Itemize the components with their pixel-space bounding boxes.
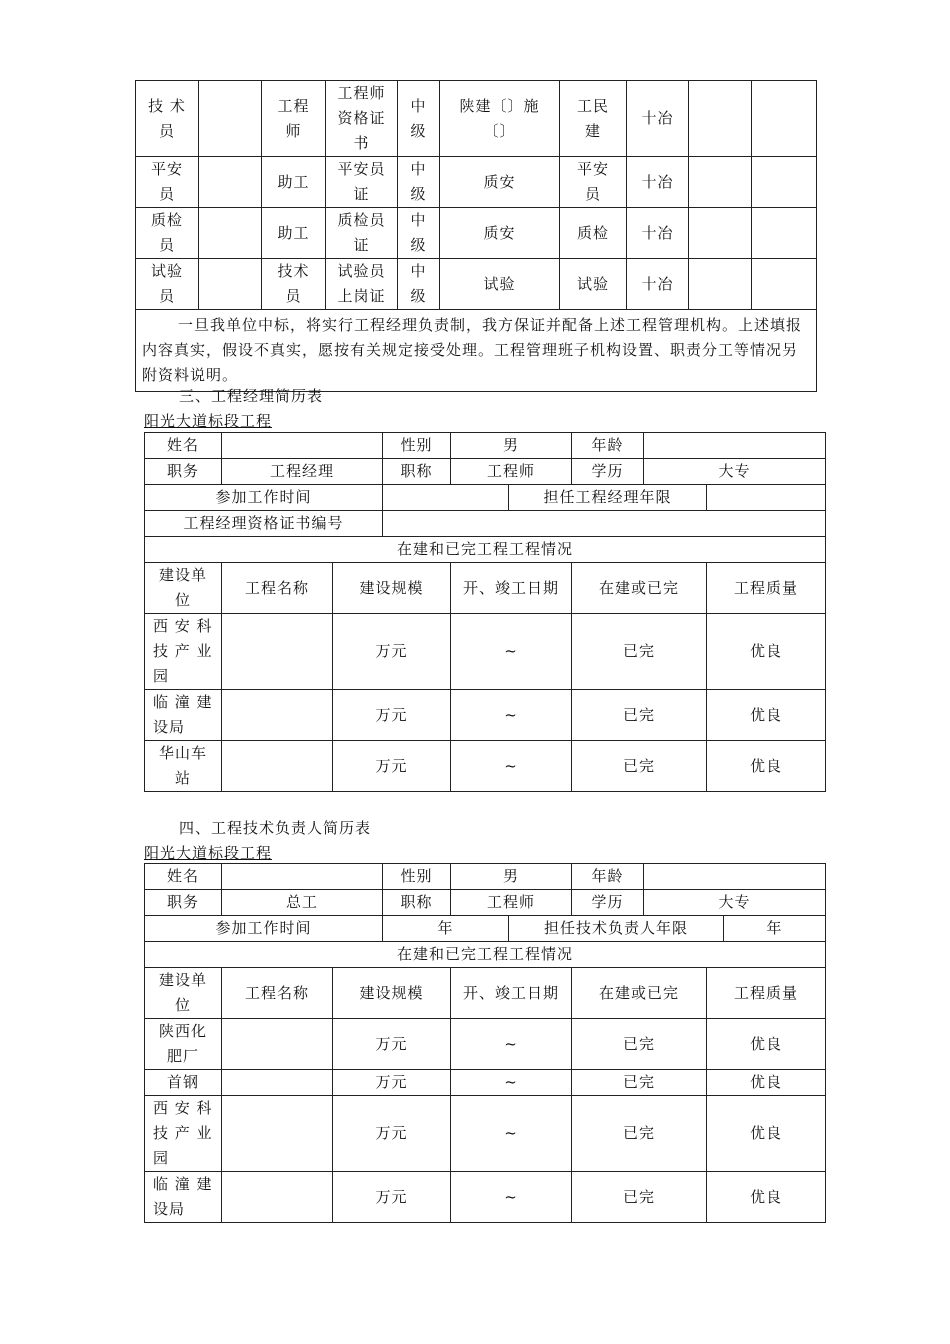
project-unit: 临 潼 建 设局 xyxy=(145,690,222,741)
tl-projects-heading-row xyxy=(145,942,826,968)
staff-cell: 试验 员 xyxy=(136,259,199,310)
edu-label: 学历 xyxy=(572,890,644,916)
tl-work-row xyxy=(145,916,826,942)
project-status: 已完 xyxy=(572,1070,707,1096)
staff-cell: 平安员 证 xyxy=(326,157,398,208)
column-header: 工程名称 xyxy=(222,968,333,1019)
staff-row xyxy=(136,81,817,157)
project-dates: ~ xyxy=(451,741,572,792)
pm-work-row xyxy=(145,485,826,511)
project-unit: 陕西化 肥厂 xyxy=(145,1019,222,1070)
staff-cell xyxy=(689,81,752,157)
tl-project-row xyxy=(145,1019,826,1070)
project-name xyxy=(222,1019,333,1070)
project-scale: 万元 xyxy=(333,1096,451,1172)
staff-cell: 质安 xyxy=(440,157,560,208)
project-quality: 优良 xyxy=(707,1096,826,1172)
project-status: 已完 xyxy=(572,1096,707,1172)
column-header: 建设单 位 xyxy=(145,563,222,614)
tl-project-row xyxy=(145,1070,826,1096)
staff-cell xyxy=(689,259,752,310)
staff-cell xyxy=(752,81,817,157)
work-start-value: 年 xyxy=(383,916,509,942)
staff-cell xyxy=(199,157,262,208)
project-quality: 优良 xyxy=(707,741,826,792)
staff-rows xyxy=(136,81,817,392)
tl-position-row xyxy=(145,890,826,916)
staff-row xyxy=(136,208,817,259)
pm-project-row xyxy=(145,690,826,741)
section3-heading: 三、工程经理简历表 xyxy=(179,387,324,405)
project-unit: 临 潼 建 设局 xyxy=(145,1172,222,1223)
work-start-label: 参加工作时间 xyxy=(145,485,383,511)
pm-resume-table xyxy=(144,432,826,792)
project-scale: 万元 xyxy=(333,1019,451,1070)
staff-cell: 中 级 xyxy=(398,208,440,259)
edu-value: 大专 xyxy=(644,459,826,485)
name-label: 姓名 xyxy=(145,864,222,890)
title-label: 职称 xyxy=(383,890,451,916)
staff-cell: 质检员 证 xyxy=(326,208,398,259)
project-name xyxy=(222,1096,333,1172)
staff-cell: 中 级 xyxy=(398,81,440,157)
tech-years-label: 担任技术负责人年限 xyxy=(509,916,724,942)
project-dates: ~ xyxy=(451,1172,572,1223)
tech-years-value: 年 xyxy=(724,916,826,942)
project-unit: 华山车 站 xyxy=(145,741,222,792)
column-header: 建设规模 xyxy=(333,563,451,614)
name-value xyxy=(222,864,383,890)
position-label: 职务 xyxy=(145,459,222,485)
age-value xyxy=(644,433,826,459)
tl-projects-header-row xyxy=(145,968,826,1019)
project-scale: 万元 xyxy=(333,741,451,792)
position-value: 工程经理 xyxy=(222,459,383,485)
staff-cell xyxy=(752,208,817,259)
project-name xyxy=(222,1070,333,1096)
staff-cell: 质检 员 xyxy=(136,208,199,259)
staff-cell xyxy=(689,157,752,208)
project-dates: ~ xyxy=(451,1019,572,1070)
title-value: 工程师 xyxy=(451,459,572,485)
project-status: 已完 xyxy=(572,741,707,792)
project-name xyxy=(222,614,333,690)
staff-cell: 工民 建 xyxy=(560,81,627,157)
project-unit: 西 安 科 技 产 业 园 xyxy=(145,1096,222,1172)
tech-lead-resume-table xyxy=(144,863,826,1223)
cert-value xyxy=(383,511,826,537)
gender-label: 性别 xyxy=(383,864,451,890)
note-cell xyxy=(136,310,817,392)
staff-cell: 陕建〔〕施 〔〕 xyxy=(440,81,560,157)
staff-cell xyxy=(199,208,262,259)
project-dates: ~ xyxy=(451,614,572,690)
staff-cell: 质安 xyxy=(440,208,560,259)
staff-cell: 十冶 xyxy=(627,157,689,208)
name-value xyxy=(222,433,383,459)
project-scale: 万元 xyxy=(333,1172,451,1223)
staff-cell xyxy=(752,157,817,208)
staff-cell xyxy=(199,259,262,310)
staff-cell xyxy=(752,259,817,310)
staff-cell: 试验 xyxy=(560,259,627,310)
staff-cell: 助工 xyxy=(262,157,326,208)
projects-heading: 在建和已完工程工程情况 xyxy=(145,942,826,968)
edu-value: 大专 xyxy=(644,890,826,916)
age-label: 年龄 xyxy=(572,864,644,890)
project-name xyxy=(222,1172,333,1223)
column-header: 建设规模 xyxy=(333,968,451,1019)
tl-project-row xyxy=(145,1096,826,1172)
pm-position-row xyxy=(145,459,826,485)
project-scale: 万元 xyxy=(333,1070,451,1096)
staff-cell: 技 术 员 xyxy=(136,81,199,157)
project-unit: 西 安 科 技 产 业 园 xyxy=(145,614,222,690)
section3-project-name: 阳光大道标段工程 xyxy=(144,412,273,430)
edu-label: 学历 xyxy=(572,459,644,485)
pm-basic-row xyxy=(145,433,826,459)
staff-cell: 十冶 xyxy=(627,81,689,157)
staff-table xyxy=(135,80,817,392)
project-scale: 万元 xyxy=(333,690,451,741)
column-header: 开、竣工日期 xyxy=(451,563,572,614)
project-unit: 首钢 xyxy=(145,1070,222,1096)
staff-row xyxy=(136,259,817,310)
staff-cell: 十冶 xyxy=(627,208,689,259)
project-name xyxy=(222,741,333,792)
staff-cell: 质检 xyxy=(560,208,627,259)
gender-value: 男 xyxy=(451,433,572,459)
section4-project-name: 阳光大道标段工程 xyxy=(144,844,273,862)
gender-label: 性别 xyxy=(383,433,451,459)
project-status: 已完 xyxy=(572,1172,707,1223)
staff-row xyxy=(136,157,817,208)
age-label: 年龄 xyxy=(572,433,644,459)
project-dates: ~ xyxy=(451,1070,572,1096)
staff-cell: 中 级 xyxy=(398,157,440,208)
project-scale: 万元 xyxy=(333,614,451,690)
work-start-value xyxy=(383,485,509,511)
project-quality: 优良 xyxy=(707,1019,826,1070)
staff-cell: 助工 xyxy=(262,208,326,259)
staff-cell: 中 级 xyxy=(398,259,440,310)
position-label: 职务 xyxy=(145,890,222,916)
staff-cell: 工程 师 xyxy=(262,81,326,157)
column-header: 在建或已完 xyxy=(572,563,707,614)
staff-cell: 平安 员 xyxy=(560,157,627,208)
cert-label: 工程经理资格证书编号 xyxy=(145,511,383,537)
project-status: 已完 xyxy=(572,1019,707,1070)
title-value: 工程师 xyxy=(451,890,572,916)
age-value xyxy=(644,864,826,890)
project-quality: 优良 xyxy=(707,614,826,690)
pm-projects-heading-row xyxy=(145,537,826,563)
pm-cert-row xyxy=(145,511,826,537)
position-value: 总工 xyxy=(222,890,383,916)
column-header: 开、竣工日期 xyxy=(451,968,572,1019)
tl-project-row xyxy=(145,1172,826,1223)
staff-cell: 十冶 xyxy=(627,259,689,310)
pm-years-value xyxy=(707,485,826,511)
staff-cell: 工程师 资格证 书 xyxy=(326,81,398,157)
column-header: 在建或已完 xyxy=(572,968,707,1019)
name-label: 姓名 xyxy=(145,433,222,459)
staff-cell: 试验员 上岗证 xyxy=(326,259,398,310)
project-status: 已完 xyxy=(572,690,707,741)
gender-value: 男 xyxy=(451,864,572,890)
projects-heading: 在建和已完工程工程情况 xyxy=(145,537,826,563)
column-header: 工程质量 xyxy=(707,563,826,614)
section4-heading: 四、工程技术负责人简历表 xyxy=(179,819,372,837)
pm-projects-header-row xyxy=(145,563,826,614)
column-header: 工程质量 xyxy=(707,968,826,1019)
pm-project-row xyxy=(145,614,826,690)
tl-basic-row xyxy=(145,864,826,890)
column-header: 工程名称 xyxy=(222,563,333,614)
project-quality: 优良 xyxy=(707,1172,826,1223)
commitment-note: 一旦我单位中标，将实行工程经理负责制，我方保证并配备上述工程管理机构。上述填报内容真实，假设不真实，愿按有关规定接受处理。工程管理班子机构设置、职责分工等情况另附资料说明。 xyxy=(142,316,803,384)
staff-cell: 试验 xyxy=(440,259,560,310)
work-start-label: 参加工作时间 xyxy=(145,916,383,942)
staff-cell xyxy=(689,208,752,259)
pm-years-label: 担任工程经理年限 xyxy=(509,485,707,511)
staff-cell xyxy=(199,81,262,157)
project-quality: 优良 xyxy=(707,1070,826,1096)
note-row xyxy=(136,310,817,392)
staff-cell: 技术 员 xyxy=(262,259,326,310)
project-dates: ~ xyxy=(451,1096,572,1172)
staff-cell: 平安 员 xyxy=(136,157,199,208)
project-dates: ~ xyxy=(451,690,572,741)
title-label: 职称 xyxy=(383,459,451,485)
pm-project-row xyxy=(145,741,826,792)
column-header: 建设单 位 xyxy=(145,968,222,1019)
project-status: 已完 xyxy=(572,614,707,690)
project-quality: 优良 xyxy=(707,690,826,741)
project-name xyxy=(222,690,333,741)
